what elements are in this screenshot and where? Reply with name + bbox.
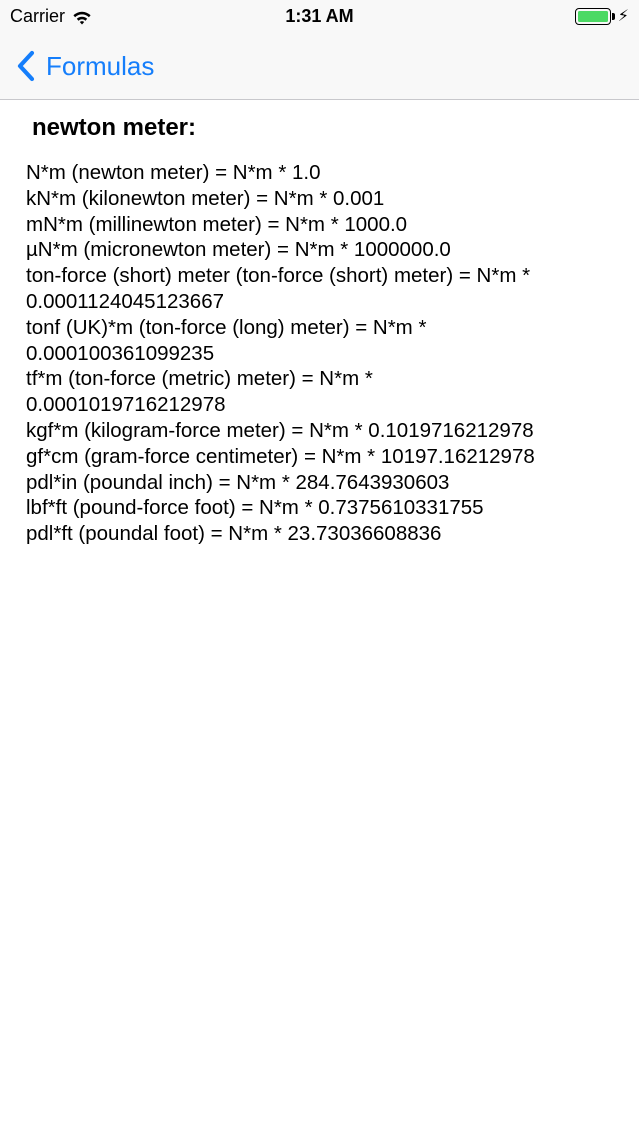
battery-tip [612,13,615,20]
battery-icon [575,8,611,25]
formula-line: mN*m (millinewton meter) = N*m * 1000.0 [26,212,408,236]
formula-line: 0.0001019716212978 [26,393,226,417]
formula-content [0,100,639,547]
carrier-label: Carrier [10,6,66,26]
battery-fill [578,11,608,22]
formula-line: kN*m (kilonewton meter) = N*m * 0.001 [26,186,385,210]
battery-indicator [575,8,629,25]
formula-line: tf*m (ton-force (metric) meter) = N*m * [26,367,373,391]
clock: 1:31 AM [285,6,354,26]
formula-line: pdl*ft (poundal foot) = N*m * 23.73036608836 [26,522,442,546]
formula-line: µN*m (micronewton meter) = N*m * 1000000.0 [26,238,451,262]
formula-line: 0.000100361099235 [26,341,215,365]
status-bar [0,0,639,40]
formula-line: N*m (newton meter) = N*m * 1.0 [26,161,321,184]
page-title: newton meter: [32,114,197,141]
back-button[interactable] [14,50,154,82]
formula-line: ton-force (short) meter (ton-force (short) meter) = N*m * [26,264,531,288]
formula-line: 0.0001124045123667 [26,289,224,313]
formula-list [26,160,613,547]
chevron-left-icon [14,50,40,82]
back-button-label: Formulas [46,50,155,81]
formula-line: kgf*m (kilogram-force meter) = N*m * 0.1019716212978 [26,418,534,442]
formula-line: tonf (UK)*m (ton-force (long) meter) = N*m * [26,315,427,339]
formula-line: pdl*in (poundal inch) = N*m * 284.7643930603 [26,470,450,494]
formula-line: gf*cm (gram-force centimeter) = N*m * 10197.16212978 [26,444,535,468]
navigation-bar [0,40,639,100]
bolt-icon: ⚡︎ [617,8,629,25]
formula-line: lbf*ft (pound-force foot) = N*m * 0.7375610331755 [26,496,484,520]
